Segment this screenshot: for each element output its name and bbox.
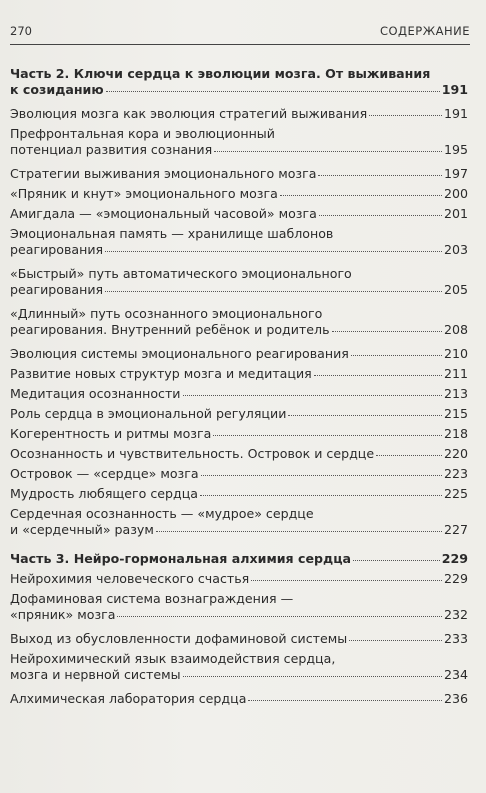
dot-leader [353,550,440,561]
toc-entry-last-line [10,571,468,587]
toc-entry-title-line: Амигдала — «эмоциональный часовой» мозга [10,206,317,221]
toc-entry [10,206,468,222]
toc-entry-title-line: Выход из обусловленности дофаминовой системы [10,631,348,646]
toc-entry-last-line [10,406,468,422]
dot-leader [200,485,442,496]
toc-entry [10,186,468,202]
toc-entry [10,571,468,587]
dot-leader [117,606,441,617]
toc-page-number: 197 [443,166,468,181]
toc-entry-title-line: «Длинный» путь осознанного эмоционального [10,306,323,321]
toc-entry-title-line: реагирования [10,242,104,257]
toc-entry-title-line: потенциал развития сознания [10,142,213,157]
toc-page-number: 205 [443,282,468,297]
toc-entry [10,126,468,158]
toc-page-number: 201 [443,206,468,221]
toc-entry-last-line [10,607,468,623]
dot-leader [288,405,442,416]
page-header [10,24,470,38]
toc-entry-title-line: Роль сердца в эмоциональной регуляции [10,406,287,421]
toc-entry [10,466,468,482]
toc-entry-title-line: Нейрохимический язык взаимодействия сердца, [10,651,336,666]
toc-entry-title-line: мозга и нервной системы [10,667,181,682]
toc-page-number: 191 [441,82,468,97]
toc-entry-title-line: Нейрохимия человеческого счастья [10,571,250,586]
toc-entry [10,631,468,647]
toc-entry [10,106,468,122]
toc-part-heading [10,66,468,98]
dot-leader [201,465,442,476]
toc-page-number: 225 [443,486,468,501]
dot-leader [318,165,442,176]
toc-page-number: 229 [443,571,468,586]
toc-entry-title-line: Эмоциональная память — хранилище шаблонов [10,226,334,241]
toc-entry-last-line [10,322,468,338]
toc-entry-title-line: «Пряник и кнут» эмоционального мозга [10,186,278,201]
dot-leader [314,365,442,376]
toc-entry-title-line: Стратегии выживания эмоционального мозга [10,166,317,181]
toc-entry [10,506,468,538]
toc-page-number: 233 [443,631,468,646]
dot-leader [214,141,442,152]
toc-entry-title-line: Сердечная осознанность — «мудрое» сердце [10,506,314,521]
toc-entry-title-line: Эволюция системы эмоционального реагирования [10,346,349,361]
toc-entry [10,446,468,462]
dot-leader [183,666,442,677]
dot-leader [105,281,442,292]
toc-page-number: 210 [443,346,468,361]
toc-entry-title-line: реагирования. Внутренний ребёнок и родитель [10,322,330,337]
toc-entry-title-line: реагирования [10,282,104,297]
toc-page-number: 232 [443,607,468,622]
toc-page-number: 191 [443,106,468,121]
dot-leader [106,81,440,92]
toc-entry [10,266,468,298]
toc-entry [10,651,468,683]
toc-entry [10,226,468,258]
toc-entry-last-line [10,142,468,158]
dot-leader [105,241,442,252]
toc-entry-title-line: «Быстрый» путь автоматического эмоционального [10,266,352,281]
toc-entry-last-line [10,386,468,402]
toc-entry-last-line [10,667,468,683]
toc-entry-title-line: Медитация осознанности [10,386,181,401]
toc-page-number: 236 [443,691,468,706]
toc-entry [10,346,468,362]
toc-entry-title-line: Мудрость любящего сердца [10,486,199,501]
toc-page-number: 208 [443,322,468,337]
toc-entry-last-line [10,691,468,707]
toc-entry [10,166,468,182]
toc-entry-title-line: Часть 3. Нейро-гормональная алхимия сердца [10,551,352,566]
dot-leader [369,105,442,116]
section-title: СОДЕРЖАНИЕ [379,24,470,38]
toc-entry-last-line [10,426,468,442]
toc-entry-last-line [10,166,468,182]
toc-entry-title-line: «пряник» мозга [10,607,116,622]
toc-page-number: 213 [443,386,468,401]
toc-entry-title-line: Когерентность и ритмы мозга [10,426,212,441]
toc-entry-title-line: Эволюция мозга как эволюция стратегий выживания [10,106,368,121]
toc-entry-title-line: к созиданию [10,82,104,97]
toc-entry [10,486,468,502]
toc-entry-last-line [10,106,468,122]
page-number: 270 [10,24,32,38]
toc-page-number: 195 [443,142,468,157]
toc-entry [10,366,468,382]
toc-entry-last-line [10,366,468,382]
toc-entry [10,426,468,442]
toc-entry-last-line [10,522,468,538]
toc-entry-title-line: и «сердечный» разум [10,522,154,537]
toc-entry-last-line [10,486,468,502]
toc-part-heading [10,551,468,567]
dot-leader [349,630,442,641]
dot-leader [376,445,442,456]
toc-entry-last-line [10,282,468,298]
toc-page-number: 218 [443,426,468,441]
dot-leader [156,521,442,532]
toc-entry-title-line: Алхимическая лаборатория сердца [10,691,247,706]
toc-entry-title-line: Осознанность и чувствительность. Островок и сердце [10,446,375,461]
toc-entry-last-line [10,446,468,462]
toc-entry-last-line [10,346,468,362]
dot-leader [319,205,442,216]
toc-entry [10,691,468,707]
dot-leader [332,321,442,332]
toc-entry-last-line [10,206,468,222]
dot-leader [183,385,442,396]
toc-entry-last-line [10,82,468,98]
toc-page-number: 203 [443,242,468,257]
toc-entry-title-line: Островок — «сердце» мозга [10,466,199,481]
toc-entry [10,386,468,402]
toc-entry-last-line [10,551,468,567]
toc-page-number: 220 [443,446,468,461]
toc-entry-title-line: Часть 2. Ключи сердца к эволюции мозга. От выживания [10,66,431,81]
toc-page-number: 229 [441,551,468,566]
toc-entry-last-line [10,466,468,482]
toc-entry [10,591,468,623]
dot-leader [351,345,442,356]
toc-entry [10,406,468,422]
toc-entry [10,306,468,338]
toc-page-number: 227 [443,522,468,537]
dot-leader [213,425,442,436]
dot-leader [280,185,442,196]
toc-page-number: 215 [443,406,468,421]
toc-page-number: 211 [443,366,468,381]
toc-page-number: 234 [443,667,468,682]
toc-entry-last-line [10,186,468,202]
dot-leader [251,570,442,581]
toc-entry-title-line: Развитие новых структур мозга и медитация [10,366,312,381]
toc-page-number: 200 [443,186,468,201]
toc-page-number: 223 [443,466,468,481]
toc-entry-last-line [10,242,468,258]
toc-entry-title-line: Дофаминовая система вознаграждения — [10,591,294,606]
toc-entry-title-line: Префронтальная кора и эволюционный [10,126,275,141]
dot-leader [248,690,442,701]
toc-entry-last-line [10,631,468,647]
header-rule [10,44,470,45]
